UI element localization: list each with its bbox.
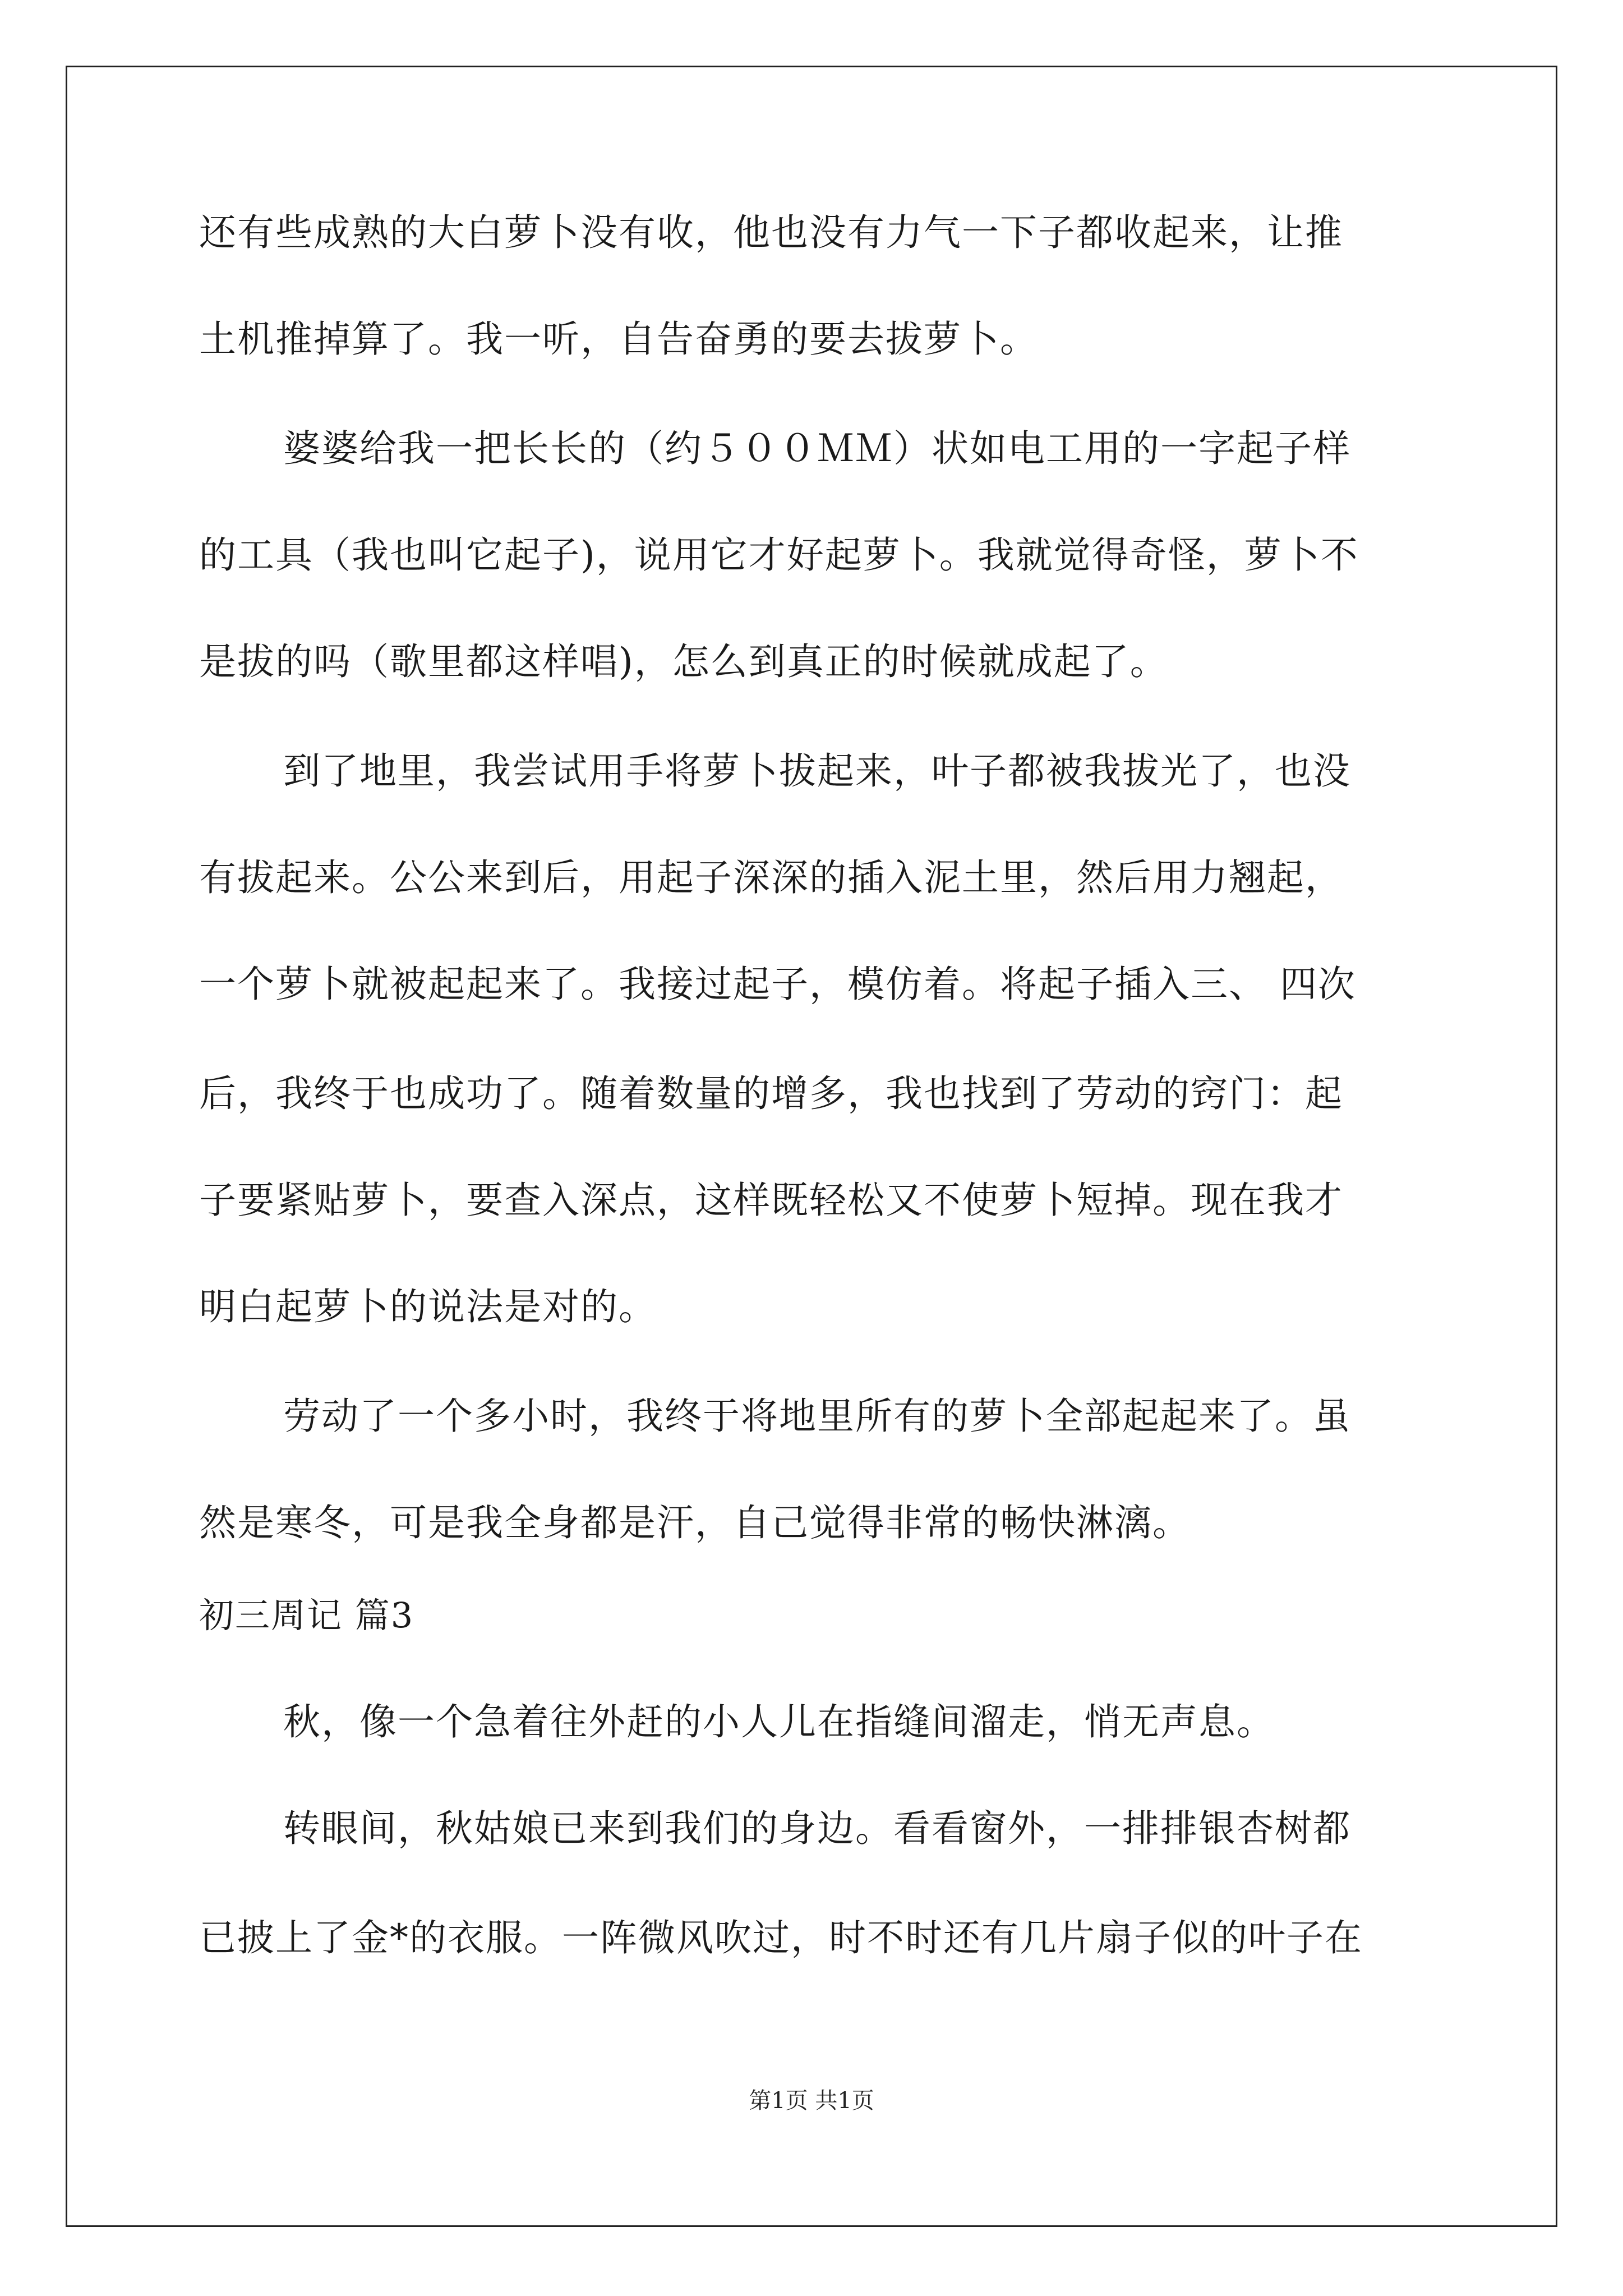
text-line: 秋，像一个急着往外赶的小人儿在指缝间溜走，悄无声息。 bbox=[283, 1700, 1275, 1743]
text-line: 有拔起来。公公来到后，用起子深深的插入泥土里，然后用力翘起， bbox=[199, 856, 1343, 899]
text-line: 的工具（我也叫它起子)，说用它才好起萝卜。我就觉得奇怪，萝卜不 bbox=[199, 533, 1359, 577]
section-heading: 初三周记 篇3 bbox=[199, 1595, 414, 1636]
text-line: 一个萝卜就被起起来了。我接过起子，模仿着。将起子插入三、 四次 bbox=[199, 963, 1356, 1006]
text-line: 婆婆给我一把长长的（约５００ＭＭ）状如电工用的一字起子样 bbox=[283, 427, 1351, 470]
text-line: 明白起萝卜的说法是对的。 bbox=[199, 1285, 657, 1328]
text-line: 然是寒冬，可是我全身都是汗，自己觉得非常的畅快淋漓。 bbox=[199, 1501, 1191, 1544]
text-line: 到了地里，我尝试用手将萝卜拔起来，叶子都被我拔光了，也没 bbox=[283, 749, 1351, 793]
text-line: 土机推掉算了。我一听，自告奋勇的要去拔萝卜。 bbox=[199, 318, 1038, 361]
text-line: 是拔的吗（歌里都这样唱)，怎么到真正的时候就成起了。 bbox=[199, 640, 1168, 683]
text-line: 转眼间，秋姑娘已来到我们的身边。看看窗外，一排排银杏树都 bbox=[283, 1807, 1351, 1850]
text-line: 还有些成熟的大白萝卜没有收，他也没有力气一下子都收起来，让推 bbox=[199, 211, 1343, 254]
text-line: 后，我终于也成功了。随着数量的增多，我也找到了劳动的窍门：起 bbox=[199, 1072, 1343, 1115]
page-number-footer: 第1页 共1页 bbox=[749, 2088, 874, 2114]
text-line: 劳动了一个多小时，我终于将地里所有的萝卜全部起起来了。虽 bbox=[283, 1395, 1351, 1438]
text-line: 子要紧贴萝卜，要查入深点，这样既轻松又不使萝卜短掉。现在我才 bbox=[199, 1179, 1343, 1222]
text-line: 已披上了金*的衣服。一阵微风吹过，时不时还有几片扇子似的叶子在 bbox=[199, 1916, 1363, 1959]
page-border bbox=[66, 66, 1557, 2227]
